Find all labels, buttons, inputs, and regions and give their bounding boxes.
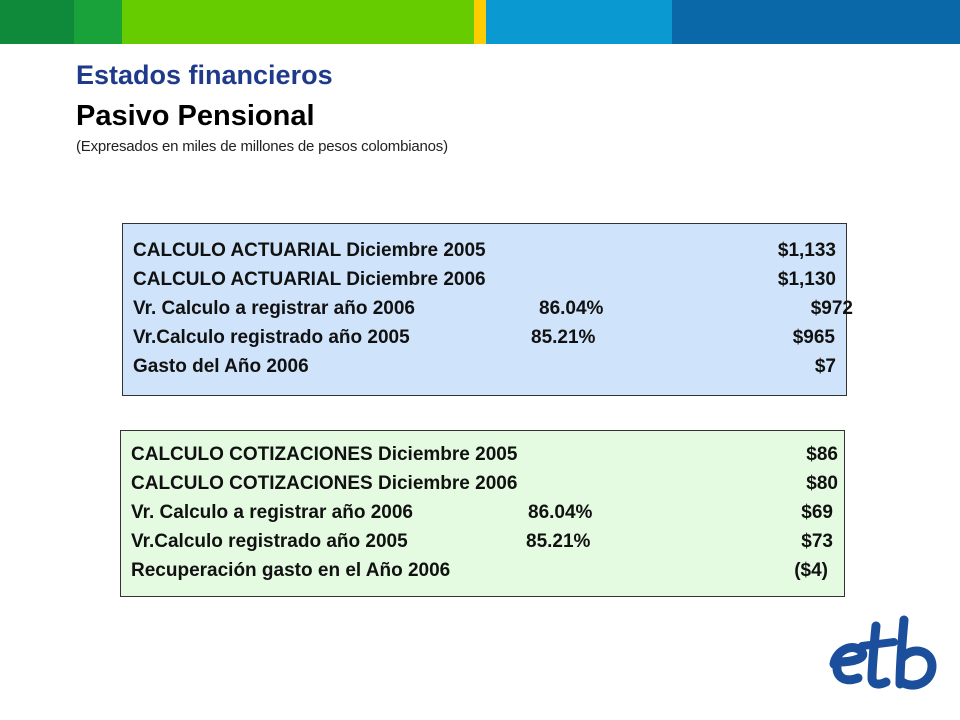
- row-amount: $69: [801, 502, 833, 523]
- row-percentage: 86.04%: [528, 502, 593, 523]
- cotizaciones-row: [121, 557, 844, 585]
- cotizaciones-row: [121, 441, 844, 469]
- row-percentage: 85.21%: [526, 531, 591, 552]
- units-note: (Expresados en miles de millones de pesos colombianos): [76, 138, 448, 155]
- row-percentage: 85.21%: [531, 327, 596, 348]
- page-title: Estados financieros: [76, 60, 333, 90]
- row-label: CALCULO COTIZACIONES Diciembre 2005: [131, 444, 518, 465]
- cotizaciones-row: [121, 528, 844, 556]
- row-percentage: 86.04%: [539, 298, 604, 319]
- cotizaciones-row: [121, 499, 844, 527]
- page-subtitle: Pasivo Pensional: [76, 100, 315, 132]
- row-amount: $965: [792, 327, 835, 348]
- color-bar-segment: [486, 0, 672, 44]
- row-amount: ($4): [794, 560, 828, 581]
- row-amount: $73: [801, 531, 833, 552]
- row-amount: $86: [806, 444, 838, 465]
- row-label: Vr.Calculo registrado año 2005: [133, 327, 410, 348]
- row-label: Vr. Calculo a registrar año 2006: [131, 502, 413, 523]
- brand-color-bar: [0, 0, 960, 44]
- color-bar-segment: [474, 0, 486, 44]
- row-amount: $1,130: [777, 269, 836, 290]
- color-bar-segment: [74, 0, 122, 44]
- row-label: CALCULO COTIZACIONES Diciembre 2006: [131, 473, 518, 494]
- color-bar-segment: [122, 0, 474, 44]
- etb-logo: [828, 612, 940, 696]
- color-bar-segment: [0, 0, 74, 44]
- row-label: Vr. Calculo a registrar año 2006: [133, 298, 415, 319]
- row-label: CALCULO ACTUARIAL Diciembre 2005: [133, 240, 486, 261]
- actuarial-panel: [122, 223, 853, 396]
- cotizaciones-row: [121, 470, 844, 498]
- row-amount: $972: [810, 298, 853, 319]
- row-label: CALCULO ACTUARIAL Diciembre 2006: [133, 269, 486, 290]
- row-label: Gasto del Año 2006: [133, 356, 309, 377]
- row-label: Recuperación gasto en el Año 2006: [131, 560, 451, 581]
- actuarial-row: [123, 324, 846, 352]
- cotizaciones-panel: [120, 430, 845, 597]
- actuarial-row: [123, 295, 853, 323]
- row-amount: $7: [814, 356, 836, 377]
- row-amount: $1,133: [777, 240, 836, 261]
- row-label: Vr.Calculo registrado año 2005: [131, 531, 408, 552]
- actuarial-row: [123, 266, 846, 294]
- row-amount: $80: [806, 473, 838, 494]
- actuarial-row: [123, 237, 846, 265]
- color-bar-segment: [672, 0, 960, 44]
- actuarial-row: [123, 353, 846, 381]
